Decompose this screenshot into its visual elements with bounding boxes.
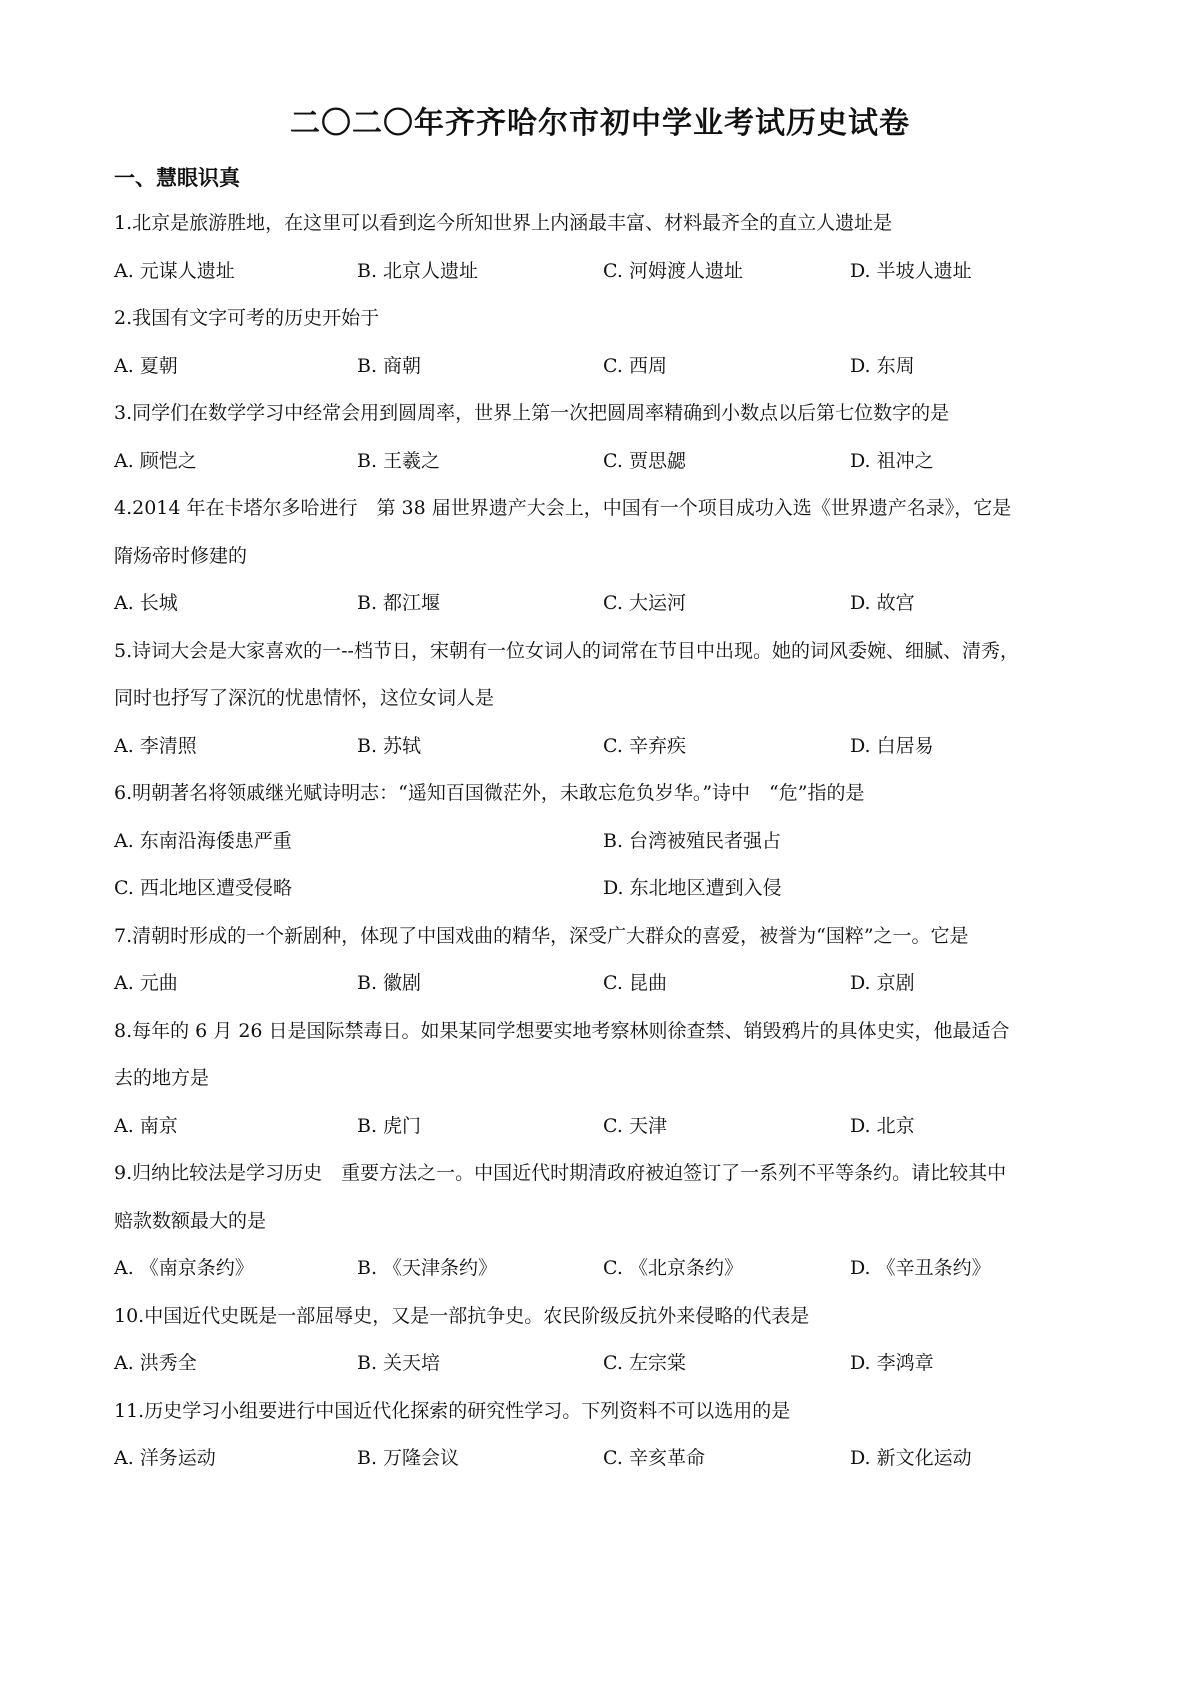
answer-option: C. 贾思勰 [603,449,686,472]
answer-option: C. 河姆渡人遗址 [603,259,743,282]
answer-option: C. 昆曲 [603,972,667,994]
answer-option: B. 徽剧 [357,972,422,994]
question-stem: 6.明朝著名将领戚继光赋诗明志：“遥知百国微茫外，未敢忘危负岁华。”诗中 “危”指的是 [114,782,865,804]
question-stem: 3.同学们在数学学习中经常会用到圆周率，世界上第一次把圆周率精确到小数点以后第七位数字的是 [114,402,950,424]
answer-option: B. 北京人遗址 [357,259,479,282]
answer-option: D. 故宫 [850,592,915,614]
answer-option: A. 东南沿海倭患严重 [114,829,292,852]
question-stem: 7.清朝时形成的一个新剧种，体现了中国戏曲的精华，深受广大群众的喜爱，被誉为“国粹”之一。它是 [114,924,969,947]
question-stem: 同时也抒写了深沉的忧患情怀，这位女词人是 [114,687,495,709]
answer-option: A. 李清照 [114,734,197,757]
question-stem: 5.诗词大会是大家喜欢的一--档节日，宋朝有一位女词人的词常在节目中出现。她的词风委婉、细腻、清秀， [114,639,1019,662]
answer-option: A. 元曲 [114,972,178,994]
answer-option: C. 《北京条约》 [603,1257,743,1279]
answer-option: C. 大运河 [603,592,686,614]
answer-option: B. 都江堰 [357,592,441,614]
answer-option: C. 西北地区遭受侵略 [114,877,292,899]
section-heading: 一、慧眼识真 [114,166,240,190]
answer-option: D. 白居易 [850,734,934,757]
answer-option: B. 《天津条约》 [357,1257,498,1279]
answer-option: C. 西周 [603,354,667,377]
answer-option: B. 商朝 [357,354,422,377]
exam-title: 二〇二〇年齐齐哈尔市初中学业考试历史试卷 [290,106,910,141]
answer-option: C. 辛弃疾 [603,734,686,757]
answer-option: C. 天津 [603,1114,667,1137]
question-stem: 隋炀帝时修建的 [114,544,248,567]
answer-option: D. 《辛丑条约》 [850,1257,991,1279]
answer-option: D. 东北地区遭到入侵 [603,877,782,899]
answer-option: B. 关天培 [357,1352,441,1374]
answer-option: D. 北京 [850,1114,915,1137]
question-stem: 10.中国近代史既是一部屈辱史，又是一部抗争史。农民阶级反抗外来侵略的代表是 [114,1304,810,1327]
question-stem: 赔款数额最大的是 [114,1209,267,1232]
question-stem: 11.历史学习小组要进行中国近代化探索的研究性学习。下列资料不可以选用的是 [114,1399,791,1422]
answer-option: A. 洪秀全 [114,1352,197,1374]
question-stem: 去的地方是 [114,1067,210,1089]
answer-option: D. 李鸿章 [850,1352,934,1374]
answer-option: B. 苏轼 [357,734,422,757]
answer-option: C. 左宗棠 [603,1352,686,1374]
answer-option: B. 王羲之 [357,449,441,472]
answer-option: D. 祖冲之 [850,449,934,472]
answer-option: B. 台湾被殖民者强占 [603,829,782,852]
answer-option: A. 洋务运动 [114,1447,216,1469]
question-stem: 1.北京是旅游胜地，在这里可以看到迄今所知世界上内涵最丰富、材料最齐全的直立人遗址是 [114,212,893,234]
answer-option: A. 夏朝 [114,354,178,377]
answer-option: D. 新文化运动 [850,1447,972,1469]
answer-option: A. 长城 [114,592,178,614]
question-stem: 9.归纳比较法是学习历史 重要方法之一。中国近代时期清政府被迫签订了一系列不平等条约。请比较其中 [114,1162,1007,1184]
question-stem: 8.每年的 6 月 26 日是国际禁毒日。如果某同学想要实地考察林则徐查禁、销毁鸦片的具体史实，他最适合 [114,1019,1010,1042]
answer-option: A. 《南京条约》 [114,1257,254,1279]
answer-option: D. 京剧 [850,972,915,994]
answer-option: C. 辛亥革命 [603,1447,705,1469]
answer-option: A. 南京 [114,1114,178,1137]
answer-option: B. 万隆会议 [357,1447,460,1469]
question-stem: 2.我国有文字可考的历史开始于 [114,307,380,329]
question-stem: 4.2014 年在卡塔尔多哈进行 第 38 届世界遗产大会上，中国有一个项目成功入选《世界遗产名录》，它是 [114,497,1012,519]
answer-option: A. 元谋人遗址 [114,259,235,282]
answer-option: B. 虎门 [357,1114,422,1137]
answer-option: D. 半坡人遗址 [850,259,972,282]
answer-option: A. 顾恺之 [114,449,197,472]
answer-option: D. 东周 [850,354,915,377]
